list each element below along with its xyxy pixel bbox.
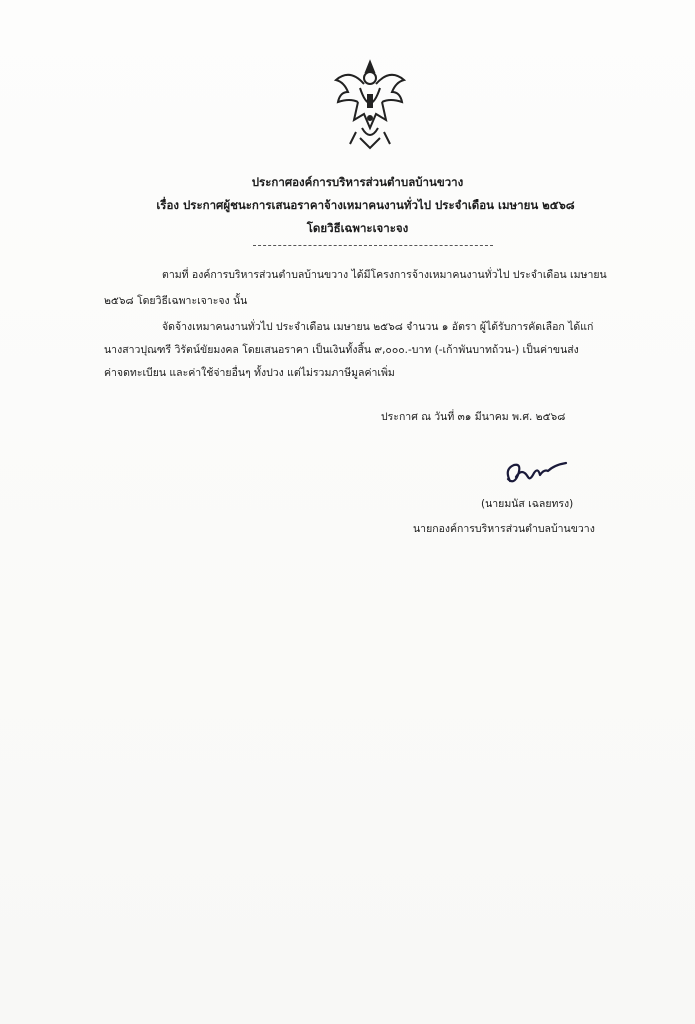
body-paragraph-1-line-2: ๒๕๖๘ โดยวิธีเฉพาะเจาะจง นั้น (104, 295, 248, 307)
garuda-emblem-icon (330, 58, 410, 150)
signatory-position: นายกองค์การบริหารส่วนตำบลบ้านขวาง (413, 523, 595, 535)
announcement-issuer: ประกาศองค์การบริหารส่วนตำบลบ้านขวาง (251, 175, 464, 189)
announcement-method: โดยวิธีเฉพาะเจาะจง (306, 221, 409, 235)
body-paragraph-2-line-3: ค่าจดทะเบียน และค่าใช้จ่ายอื่นๆ ทั้งปวง แต่ไม่รวมภาษีมูลค่าเพิ่ม (104, 367, 395, 379)
body-paragraph-2-line-1: จัดจ้างเหมาคนงานทั่วไป ประจำเดือน เมษายน ๒๕๖๘ จำนวน ๑ อัตรา ผู้ได้รับการคัดเลือก ได้แก่ (162, 321, 594, 333)
signatory-name: (นายมนัส เฉลยทรง) (481, 498, 574, 510)
announcement-date: ประกาศ ณ วันที่ ๓๑ มีนาคม พ.ศ. ๒๕๖๘ (381, 411, 566, 423)
body-paragraph-1-line-1: ตามที่ องค์การบริหารส่วนตำบลบ้านขวาง ได้มีโครงการจ้างเหมาคนงานทั่วไป ประจำเดือน เมษายน (162, 269, 607, 281)
header-divider (253, 245, 493, 246)
body-paragraph-2-line-2: นางสาวปุณฑรี วิรัตน์ขัยมงคล โดยเสนอราคา เป็นเงินทั้งสิ้น ๙,๐๐๐.-บาท (-เก้าพันบาทถ้วน-) เป็นค่าขนส่ง (104, 344, 579, 356)
signature-icon (500, 455, 570, 489)
announcement-subject: เรื่อง ประกาศผู้ชนะการเสนอราคาจ้างเหมาคนงานทั่วไป ประจำเดือน เมษายน ๒๕๖๘ (156, 198, 575, 212)
